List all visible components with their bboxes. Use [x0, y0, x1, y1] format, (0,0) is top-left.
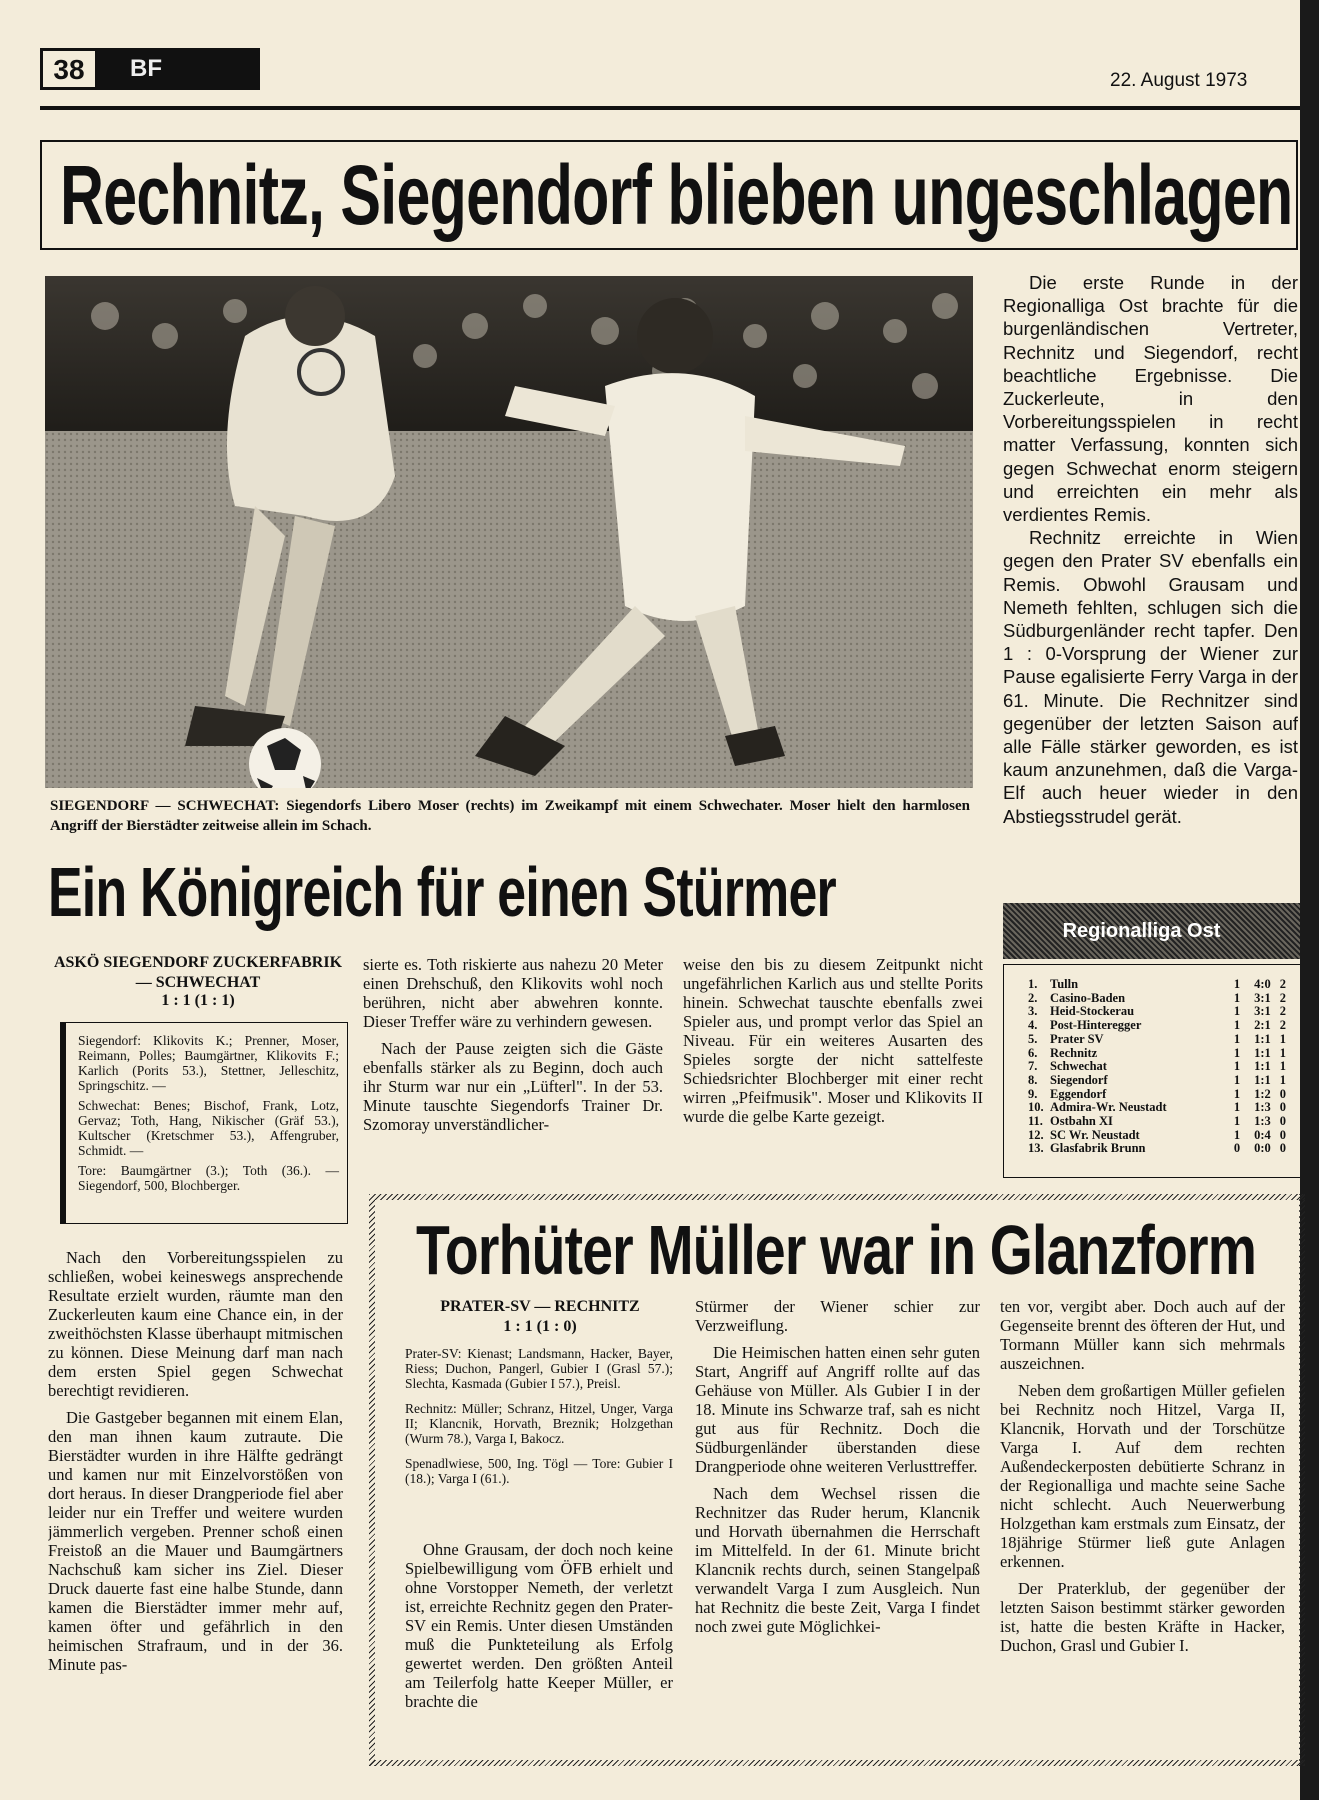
standings-team: SC Wr. Neustadt	[1050, 1127, 1140, 1142]
lineup-rechnitz: Rechnitz: Müller; Schranz, Hitzel, Unger, Varga II; Klancnik, Horvath, Breznik; Holzgethan (Wurm 78.), Varga I, Bakocz.	[405, 1401, 673, 1446]
standings-goals: 0:0	[1254, 1141, 1271, 1156]
standings-points: 1	[1279, 1031, 1286, 1046]
standings-rank: 1.	[1028, 977, 1038, 991]
lineup-schwechat: Schwechat: Benes; Bischof, Frank, Lotz, Gervaz; Toth, Hang, Nikischer (Gräf 53.), Kultscher (Kretschmer 53.), Affengruber, Schmidt. —	[78, 1098, 339, 1158]
standings-row	[1026, 1088, 1288, 1102]
standings-row	[1026, 1101, 1288, 1115]
standings-row	[1026, 1047, 1288, 1061]
standings-games: 1	[1233, 1045, 1241, 1060]
article1-column-1	[48, 1248, 343, 1768]
paragraph: Stürmer der Wiener schier zur Verzweiflung.	[695, 1297, 980, 1335]
article2-score: 1 : 1 (1 : 0)	[503, 1318, 577, 1335]
standings-rank: 5.	[1028, 1031, 1038, 1046]
article1-column-2	[363, 955, 663, 1180]
standings-points: 1	[1279, 1045, 1286, 1060]
standings-title: Regionalliga Ost	[1003, 903, 1300, 959]
standings-goals: 0:4	[1254, 1127, 1271, 1142]
article2-border-top	[369, 1194, 1305, 1200]
standings-rank: 10.	[1028, 1100, 1044, 1115]
standings-team: Heid-Stockerau	[1050, 1004, 1135, 1019]
standings-points: 2	[1279, 990, 1286, 1005]
standings-goals: 1:1	[1254, 1072, 1271, 1087]
paragraph: Nach den Vorbereitungsspielen zu schließen, wobei keineswegs ansprechende Resultate erzielt wurden, räumte man den Zuckerleuten kaum eine Chance ein, in der zweithöchsten Klasse überhaupt mitmischen zu können. Diese Meinung darf man nach dem ersten Spiel gegen Schwechat berechtigt revidieren.	[48, 1248, 343, 1400]
paragraph: Die Heimischen hatten einen sehr guten Start, Angriff auf Angriff rollte auf das Gehäuse von Müller. Als Gubier I in der 18. Minute ins Schwarze traf, sah es nicht gut aus für Rechnitz. Doch die Südburgenländer überstanden diese Drangperiode ohne weiteren Verlusttreffer.	[695, 1343, 980, 1476]
standings-row	[1026, 1074, 1288, 1088]
article1-match-title: ASKÖ SIEGENDORF ZUCKERFABRIK — SCHWECHAT	[53, 954, 343, 991]
standings-points: 0	[1279, 1114, 1286, 1129]
page-number: 38	[40, 48, 98, 90]
standings-team: Glasfabrik Brunn	[1050, 1141, 1146, 1156]
paragraph: ten vor, vergibt aber. Doch auch auf der Gegenseite brennt des öfteren der Hut, und Tormann Müller kann sich mehrmals auszeichnen.	[1000, 1297, 1285, 1373]
standings-goals: 3:1	[1254, 990, 1271, 1005]
standings-points: 2	[1279, 1018, 1286, 1033]
standings-team: Rechnitz	[1050, 1045, 1098, 1060]
standings-games: 1	[1233, 990, 1241, 1005]
standings-rank: 4.	[1028, 1018, 1038, 1033]
section-label: BF	[98, 48, 260, 90]
article2-lineup	[405, 1346, 673, 1491]
paragraph: Nach der Pause zeigten sich die Gäste ebenfalls stärker als zu Beginn, doch auch ihr Sturm war nur ein „Lüfterl". In der 53. Minute tauschte Siegendorfs Trainer Dr. Szomoray unverständlicher-	[363, 1039, 663, 1134]
lineup-prater: Prater-SV: Kienast; Landsmann, Hacker, Bayer, Riess; Duchon, Pangerl, Gubier I (Grasl 57.); Slechta, Kasmada (Gubier I 57.), Preisl.	[405, 1346, 673, 1391]
standings-row	[1026, 1115, 1288, 1129]
standings-games: 1	[1233, 1114, 1241, 1129]
standings-row	[1026, 1142, 1288, 1156]
standings-team: Siegendorf	[1050, 1072, 1108, 1087]
standings-team: Casino-Baden	[1050, 990, 1126, 1005]
standings-goals: 3:1	[1254, 1004, 1271, 1019]
standings-table	[1026, 978, 1288, 1156]
article1-headline: Ein Königreich für einen Stürmer	[48, 853, 836, 931]
standings-goals: 1:1	[1254, 1045, 1271, 1060]
standings-team: Ostbahn XI	[1050, 1114, 1113, 1129]
standings-games: 1	[1233, 1004, 1241, 1019]
standings-games: 1	[1233, 1018, 1241, 1033]
standings-rank: 6.	[1028, 1045, 1038, 1060]
paragraph: sierte es. Toth riskierte aus nahezu 20 Meter einen Drehschuß, den Klikovits wohl noch berühren, nicht aber abwehren konnte. Dieser Treffer wäre zu verhindern gewesen.	[363, 955, 663, 1031]
issue-date: 22. August 1973	[1110, 70, 1248, 91]
lineup-siegendorf: Siegendorf: Klikovits K.; Prenner, Moser, Reimann, Polles; Baumgärtner, Klikovits F.; Karlich (Porits 53.), Stettner, Jelleschitz, Springschitz. —	[78, 1033, 339, 1093]
standings-row	[1026, 978, 1288, 992]
standings-games: 1	[1233, 1072, 1241, 1087]
paragraph: Der Praterklub, der gegenüber der letzten Saison bestimmt stärker geworden ist, hatte die besten Kräfte in Hacker, Duchon, Grasl und Gubier I.	[1000, 1579, 1285, 1655]
standings-games: 1	[1233, 977, 1241, 991]
standings-team: Prater SV	[1050, 1031, 1104, 1046]
standings-games: 1	[1233, 1059, 1241, 1074]
article2-border-right	[1299, 1194, 1305, 1766]
article2-border-left	[369, 1194, 375, 1766]
intro-column	[1003, 271, 1298, 911]
standings-row	[1026, 1005, 1288, 1019]
article1-score: 1 : 1 (1 : 1)	[161, 992, 235, 1009]
standings-row	[1026, 1033, 1288, 1047]
standings-team: Eggendorf	[1050, 1086, 1107, 1101]
standings-goals: 1:1	[1254, 1059, 1271, 1074]
standings-games: 1	[1233, 1100, 1241, 1115]
standings-table-wrap	[1003, 964, 1300, 1178]
header-rule	[40, 106, 1300, 110]
article2-headline: Torhüter Müller war in Glanzform	[416, 1211, 1257, 1289]
intro-paragraph: Die erste Runde in der Regionalliga Ost brachte für die burgenländischen Vertreter, Rechnitz und Siegendorf, recht beachtliche Ergebnisse. Die Zuckerleute, in den Vorbereitungsspielen in recht matter Verfassung, konnten sich gegen Schwechat enorm steigern und erreichten ein mehr als verdientes Remis.	[1003, 272, 1298, 526]
standings-goals: 1:1	[1254, 1031, 1271, 1046]
standings-team: Admira-Wr. Neustadt	[1050, 1100, 1167, 1115]
article2-border-bottom	[369, 1760, 1305, 1766]
standings-games: 1	[1233, 1086, 1241, 1101]
standings-rank: 13.	[1028, 1141, 1044, 1156]
lineup-goals: Tore: Baumgärtner (3.); Toth (36.). — Siegendorf, 500, Blochberger.	[78, 1163, 339, 1193]
page-header	[40, 48, 260, 94]
photo-caption: SIEGENDORF — SCHWECHAT: Siegendorfs Libero Moser (rechts) im Zweikampf mit einem Schwechater. Moser hielt den harmlosen Angriff der Bierstädter zeitweise allein im Schach.	[50, 798, 970, 834]
article1-column-3	[683, 955, 983, 1180]
standings-row	[1026, 1060, 1288, 1074]
standings-rank: 11.	[1028, 1114, 1043, 1129]
standings-points: 1	[1279, 1059, 1286, 1074]
paragraph: Ohne Grausam, der doch noch keine Spielbewilligung vom ÖFB erhielt und ohne Vorstopper Nemeth, der verletzt ist, erreichte Rechnitz gegen den Prater-SV ein Remis. Unter diesen Umständen muß die Punkteteilung als Erfolg gewertet werden. Den größten Anteil am Teilerfolg hatte Keeper Müller, er brachte die	[405, 1540, 673, 1711]
standings-rank: 2.	[1028, 990, 1038, 1005]
standings-rank: 7.	[1028, 1059, 1038, 1074]
article1-lineup	[60, 1022, 348, 1224]
standings-row	[1026, 1129, 1288, 1143]
standings-games: 0	[1233, 1141, 1241, 1156]
standings-points: 2	[1279, 1004, 1286, 1019]
standings-games: 1	[1233, 1031, 1241, 1046]
standings-goals: 2:1	[1254, 1018, 1271, 1033]
photo-graphic	[45, 276, 973, 788]
standings-team: Tulln	[1050, 977, 1079, 991]
intro-paragraph: Rechnitz erreichte in Wien gegen den Prater SV ebenfalls ein Remis. Obwohl Grausam und Nemeth fehlten, schlugen sich die Südburgenländer recht tapfer. Den 1 : 0-Vorsprung der Wiener zur Pause egalisierte Ferry Varga in der 61. Minute. Die Rechnitzer sind gegenüber der letzten Saison auf alle Fälle stärker geworden, es ist kaum anzunehmen, daß die Varga-Elf auch heuer wieder in den Abstiegsstrudel gerät.	[1003, 527, 1298, 827]
standings-goals: 1:2	[1254, 1086, 1271, 1101]
article2-column-3	[1000, 1297, 1285, 1752]
paragraph: weise den bis zu diesem Zeitpunkt nicht ungefährlichen Karlich aus und stellte Porits hinein. Schwechat tauschte ebenfalls zwei Spieler aus, und prompt verlor das Spiel an Niveau. Für ein weiteres Ausarten des Spieles sorgte der nicht sattelfeste Schiedsrichter Blochberger mit einer recht wirren „Pfeifmusik". Moser und Klikovits II wurde die gelbe Karte gezeigt.	[683, 955, 983, 1126]
match-photo	[45, 276, 973, 788]
standings-row	[1026, 992, 1288, 1006]
standings-points: 0	[1279, 1100, 1286, 1115]
standings-games: 1	[1233, 1127, 1241, 1142]
article2-match-title: PRATER-SV — RECHNITZ	[440, 1298, 640, 1315]
paragraph: Neben dem großartigen Müller gefielen bei Rechnitz noch Hitzel, Varga II, Klancnik, Horvath und der Torschütze Varga I. Auf dem rechten Außendeckerposten debütierte Schranz in der Regionalliga und machte seine Sache nicht schlecht. Auch Neuerwerbung Holzgethan kam erstmals zum Einsatz, der 18jährige Stürmer ließ gute Anlagen erkennen.	[1000, 1381, 1285, 1571]
article2-column-2	[695, 1297, 980, 1752]
paragraph: Nach dem Wechsel rissen die Rechnitzer das Ruder herum, Klancnik und Horvath übernahmen die Herrschaft im Mittelfeld. In der 61. Minute bricht Klancnik rechts durch, seinen Stangelpaß verwandelt Varga I zum Ausgleich. Nun hat Rechnitz die beste Zeit, Varga I findet noch zwei gute Möglichkei-	[695, 1484, 980, 1636]
standings-row	[1026, 1019, 1288, 1033]
lineup-venue-goals: Spenadlwiese, 500, Ing. Tögl — Tore: Gubier I (18.); Varga I (61.).	[405, 1456, 673, 1486]
standings-team: Post-Hinteregger	[1050, 1018, 1142, 1033]
main-headline-box	[40, 140, 1298, 250]
standings-goals: 1:3	[1254, 1100, 1271, 1115]
standings-points: 0	[1279, 1127, 1286, 1142]
standings-team: Schwechat	[1050, 1059, 1107, 1074]
article2-column-1	[405, 1540, 673, 1752]
standings-rank: 9.	[1028, 1086, 1038, 1101]
paragraph: Die Gastgeber begannen mit einem Elan, den man ihnen kaum zutraute. Die Bierstädter wurden in ihre Hälfte gedrängt und kamen nur mit Einzelvorstößen von dort heraus. In dieser Drangperiode fiel aber leider nur ein Treffer und weitere wurden jämmerlich vergeben. Prenner schoß einen Freistoß an die Mauer und Baumgärtners Nachschuß kam sicher ins Ziel. Dieser Druck dauerte fast eine halbe Stunde, dann kamen die Bierstädter immer mehr auf, kamen öfter und gefährlich in den heimischen Strafraum, und in der 36. Minute pas-	[48, 1408, 343, 1674]
standings-points: 2	[1279, 977, 1286, 991]
standings-points: 0	[1279, 1086, 1286, 1101]
standings-rank: 12.	[1028, 1127, 1044, 1142]
standings-goals: 1:3	[1254, 1114, 1271, 1129]
standings-goals: 4:0	[1254, 977, 1271, 991]
standings-rank: 8.	[1028, 1072, 1038, 1087]
standings-rank: 3.	[1028, 1004, 1038, 1019]
standings-points: 1	[1279, 1072, 1286, 1087]
standings-box	[1003, 903, 1300, 1178]
standings-points: 0	[1279, 1141, 1286, 1156]
main-headline: Rechnitz, Siegendorf blieben ungeschlagen	[60, 148, 1293, 242]
